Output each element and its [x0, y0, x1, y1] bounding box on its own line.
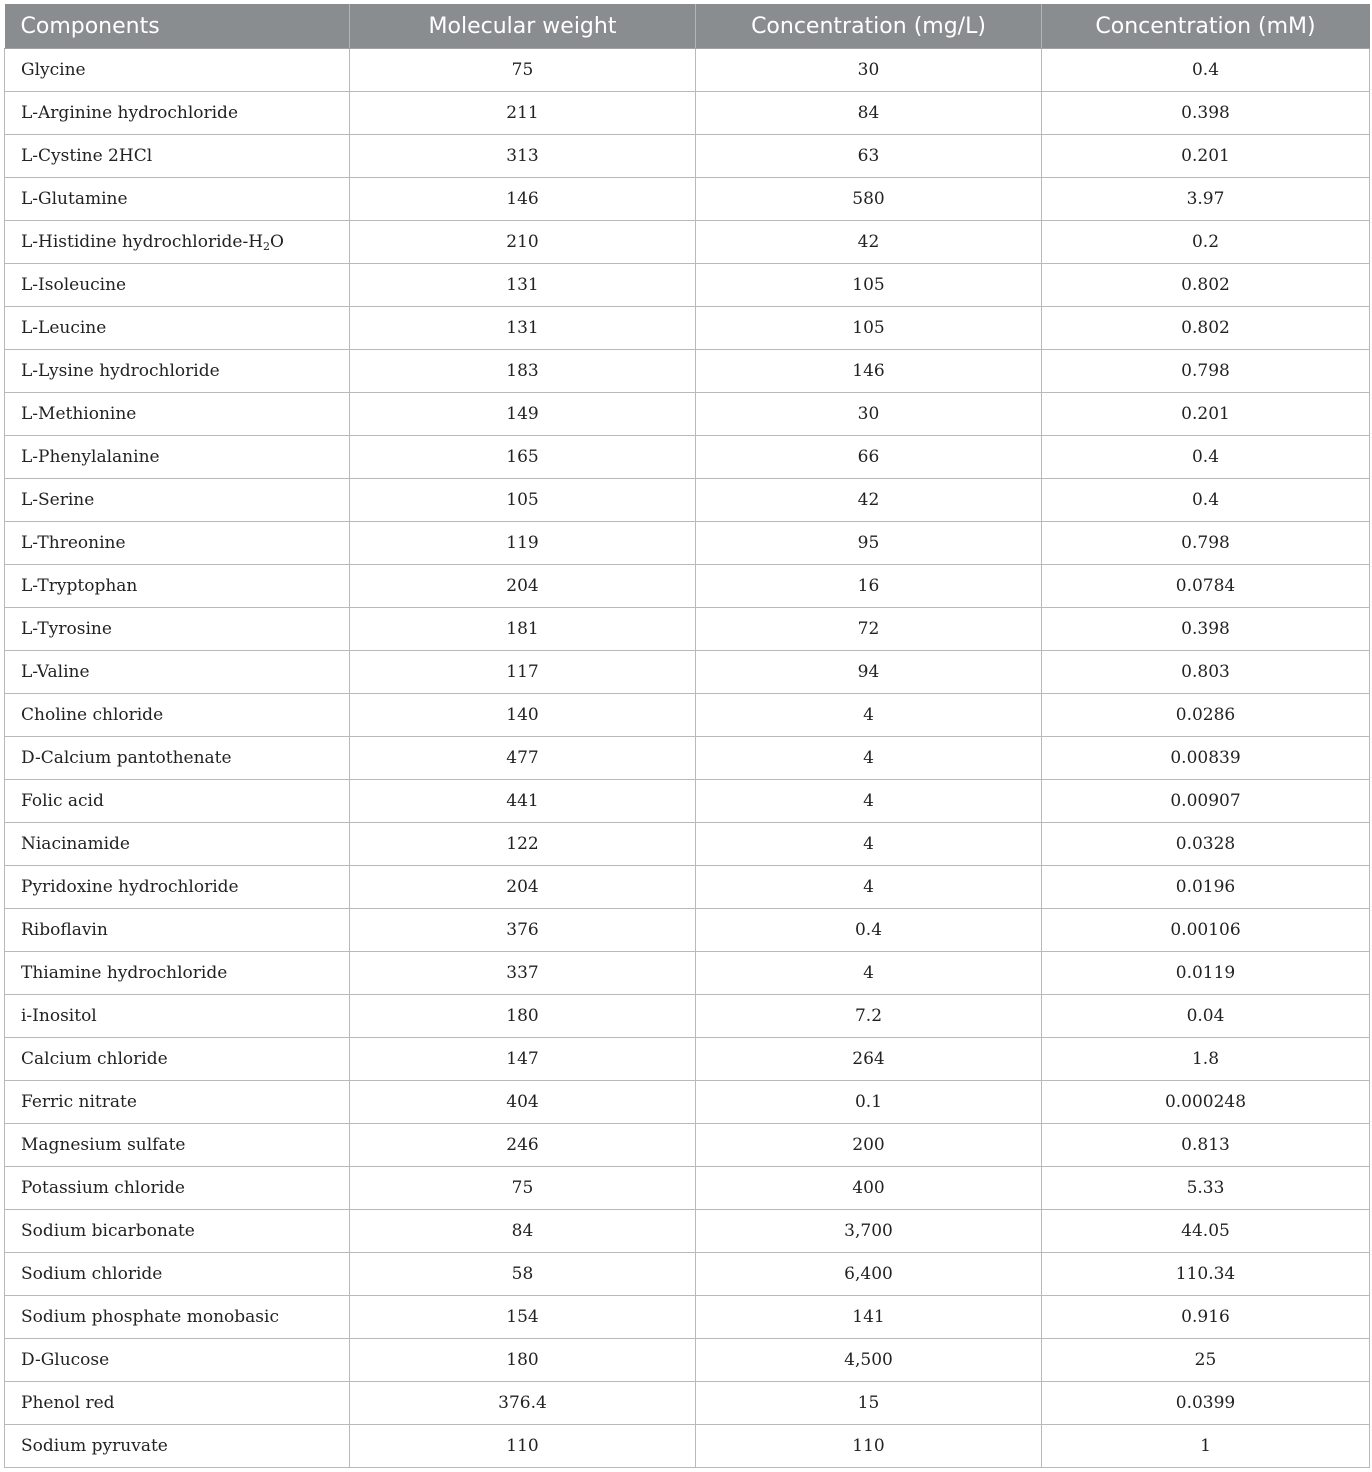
component-name-cell — [5, 608, 350, 651]
molecular-weight-cell: 210 — [350, 221, 696, 264]
table-row — [5, 1081, 1370, 1124]
molecular-weight-cell: 105 — [350, 479, 696, 522]
concentration-mm-cell: 0.00907 — [1042, 780, 1370, 823]
concentration-mm-cell: 0.000248 — [1042, 1081, 1370, 1124]
concentration-mg-l-cell: 15 — [696, 1382, 1042, 1425]
concentration-mm-cell: 0.803 — [1042, 651, 1370, 694]
component-name: Sodium pyruvate — [21, 1436, 168, 1456]
concentration-mg-l-cell: 84 — [696, 92, 1042, 135]
concentration-mg-l-cell: 94 — [696, 651, 1042, 694]
component-name: L-Threonine — [21, 533, 126, 553]
table-row — [5, 393, 1370, 436]
concentration-mm-cell: 0.0399 — [1042, 1382, 1370, 1425]
component-name: Riboflavin — [21, 920, 108, 940]
concentration-mm-cell: 5.33 — [1042, 1167, 1370, 1210]
table-row — [5, 522, 1370, 565]
molecular-weight-cell: 181 — [350, 608, 696, 651]
header-concentration-mm: Concentration (mM) — [1042, 4, 1370, 49]
concentration-mm-cell: 1.8 — [1042, 1038, 1370, 1081]
concentration-mg-l-cell: 30 — [696, 49, 1042, 92]
component-name-cell — [5, 135, 350, 178]
table-row — [5, 135, 1370, 178]
component-name-cell — [5, 737, 350, 780]
component-name: L-Histidine hydrochloride-H — [21, 232, 264, 252]
component-name: Ferric nitrate — [21, 1092, 137, 1112]
concentration-mg-l-cell: 105 — [696, 307, 1042, 350]
concentration-mg-l-cell: 63 — [696, 135, 1042, 178]
molecular-weight-cell: 149 — [350, 393, 696, 436]
component-name: L-Isoleucine — [21, 275, 127, 295]
concentration-mm-cell: 3.97 — [1042, 178, 1370, 221]
molecular-weight-cell: 337 — [350, 952, 696, 995]
component-name: i-Inositol — [21, 1006, 97, 1026]
concentration-mm-cell: 0.0784 — [1042, 565, 1370, 608]
concentration-mm-cell: 0.2 — [1042, 221, 1370, 264]
media-components-table — [4, 4, 1370, 1468]
molecular-weight-cell: 140 — [350, 694, 696, 737]
concentration-mm-cell: 0.802 — [1042, 307, 1370, 350]
header-row — [5, 4, 1370, 49]
molecular-weight-cell: 154 — [350, 1296, 696, 1339]
component-name-cell — [5, 393, 350, 436]
molecular-weight-cell: 75 — [350, 49, 696, 92]
component-name-cell — [5, 1038, 350, 1081]
component-name: L-Tryptophan — [21, 576, 138, 596]
component-name-subscript: 2 — [263, 240, 271, 253]
concentration-mm-cell: 0.00106 — [1042, 909, 1370, 952]
component-name-cell — [5, 1124, 350, 1167]
table-row — [5, 49, 1370, 92]
table-row — [5, 92, 1370, 135]
table-row — [5, 1296, 1370, 1339]
table-row — [5, 608, 1370, 651]
concentration-mm-cell: 0.798 — [1042, 350, 1370, 393]
component-name-cell — [5, 350, 350, 393]
concentration-mm-cell: 44.05 — [1042, 1210, 1370, 1253]
concentration-mm-cell: 0.4 — [1042, 436, 1370, 479]
concentration-mm-cell: 0.0119 — [1042, 952, 1370, 995]
component-name: L-Phenylalanine — [21, 447, 160, 467]
component-name-cell — [5, 1296, 350, 1339]
component-name-cell — [5, 1382, 350, 1425]
component-name-cell — [5, 1339, 350, 1382]
concentration-mg-l-cell: 4 — [696, 780, 1042, 823]
table-row — [5, 1425, 1370, 1468]
table-row — [5, 995, 1370, 1038]
component-name: Thiamine hydrochloride — [21, 963, 228, 983]
table-header — [5, 4, 1370, 49]
component-name: L-Leucine — [21, 318, 107, 338]
component-name-cell — [5, 479, 350, 522]
concentration-mg-l-cell: 0.1 — [696, 1081, 1042, 1124]
concentration-mg-l-cell: 42 — [696, 221, 1042, 264]
component-name-cell — [5, 436, 350, 479]
concentration-mm-cell: 0.00839 — [1042, 737, 1370, 780]
concentration-mg-l-cell: 4 — [696, 866, 1042, 909]
concentration-mm-cell: 110.34 — [1042, 1253, 1370, 1296]
concentration-mg-l-cell: 4 — [696, 737, 1042, 780]
component-name: Niacinamide — [21, 834, 130, 854]
concentration-mg-l-cell: 42 — [696, 479, 1042, 522]
concentration-mg-l-cell: 4 — [696, 952, 1042, 995]
component-name: Glycine — [21, 60, 86, 80]
molecular-weight-cell: 211 — [350, 92, 696, 135]
component-name-cell — [5, 522, 350, 565]
concentration-mg-l-cell: 7.2 — [696, 995, 1042, 1038]
component-name-cell — [5, 264, 350, 307]
component-name: L-Methionine — [21, 404, 137, 424]
concentration-mm-cell: 0.916 — [1042, 1296, 1370, 1339]
concentration-mg-l-cell: 4 — [696, 823, 1042, 866]
table-row — [5, 952, 1370, 995]
table-row — [5, 178, 1370, 221]
molecular-weight-cell: 119 — [350, 522, 696, 565]
concentration-mg-l-cell: 30 — [696, 393, 1042, 436]
concentration-mg-l-cell: 580 — [696, 178, 1042, 221]
molecular-weight-cell: 131 — [350, 264, 696, 307]
concentration-mg-l-cell: 105 — [696, 264, 1042, 307]
molecular-weight-cell: 441 — [350, 780, 696, 823]
table-row — [5, 651, 1370, 694]
header-components: Components — [5, 4, 350, 49]
table-row — [5, 479, 1370, 522]
concentration-mm-cell: 0.802 — [1042, 264, 1370, 307]
concentration-mg-l-cell: 95 — [696, 522, 1042, 565]
header-concentration-mg-l: Concentration (mg/L) — [696, 4, 1042, 49]
component-name: L-Lysine hydrochloride — [21, 361, 220, 381]
component-name-cell — [5, 651, 350, 694]
component-name-cell — [5, 307, 350, 350]
component-name-cell — [5, 952, 350, 995]
component-name: Calcium chloride — [21, 1049, 168, 1069]
concentration-mg-l-cell: 141 — [696, 1296, 1042, 1339]
component-name: Sodium phosphate monobasic — [21, 1307, 279, 1327]
concentration-mg-l-cell: 4,500 — [696, 1339, 1042, 1382]
concentration-mg-l-cell: 72 — [696, 608, 1042, 651]
component-name: Pyridoxine hydrochloride — [21, 877, 239, 897]
concentration-mg-l-cell: 16 — [696, 565, 1042, 608]
concentration-mg-l-cell: 200 — [696, 1124, 1042, 1167]
concentration-mg-l-cell: 146 — [696, 350, 1042, 393]
component-name-cell — [5, 1081, 350, 1124]
table-body — [5, 49, 1370, 1468]
concentration-mg-l-cell: 264 — [696, 1038, 1042, 1081]
concentration-mm-cell: 0.0286 — [1042, 694, 1370, 737]
component-name: Folic acid — [21, 791, 104, 811]
concentration-mm-cell: 0.398 — [1042, 608, 1370, 651]
concentration-mm-cell: 0.201 — [1042, 393, 1370, 436]
table-row — [5, 221, 1370, 264]
table-row — [5, 1339, 1370, 1382]
component-name-cell — [5, 565, 350, 608]
table-row — [5, 1382, 1370, 1425]
component-name: Choline chloride — [21, 705, 164, 725]
concentration-mm-cell: 0.813 — [1042, 1124, 1370, 1167]
concentration-mg-l-cell: 0.4 — [696, 909, 1042, 952]
concentration-mm-cell: 0.798 — [1042, 522, 1370, 565]
component-name: L-Valine — [21, 662, 90, 682]
table-row — [5, 1038, 1370, 1081]
concentration-mm-cell: 25 — [1042, 1339, 1370, 1382]
molecular-weight-cell: 165 — [350, 436, 696, 479]
component-name-cell — [5, 866, 350, 909]
concentration-mg-l-cell: 6,400 — [696, 1253, 1042, 1296]
molecular-weight-cell: 75 — [350, 1167, 696, 1210]
concentration-mm-cell: 0.04 — [1042, 995, 1370, 1038]
molecular-weight-cell: 110 — [350, 1425, 696, 1468]
concentration-mm-cell: 0.4 — [1042, 49, 1370, 92]
component-name-cell — [5, 823, 350, 866]
concentration-mg-l-cell: 110 — [696, 1425, 1042, 1468]
component-name-cell — [5, 909, 350, 952]
table-row — [5, 264, 1370, 307]
component-name: L-Cystine 2HCl — [21, 146, 153, 166]
molecular-weight-cell: 313 — [350, 135, 696, 178]
component-name-cell — [5, 995, 350, 1038]
concentration-mg-l-cell: 66 — [696, 436, 1042, 479]
component-name: Magnesium sulfate — [21, 1135, 186, 1155]
table-row — [5, 866, 1370, 909]
component-name: L-Tyrosine — [21, 619, 112, 639]
component-name: D-Glucose — [21, 1350, 110, 1370]
concentration-mm-cell: 0.4 — [1042, 479, 1370, 522]
component-name-cell — [5, 780, 350, 823]
molecular-weight-cell: 117 — [350, 651, 696, 694]
molecular-weight-cell: 246 — [350, 1124, 696, 1167]
table-row — [5, 1210, 1370, 1253]
table-row — [5, 436, 1370, 479]
component-name-cell — [5, 92, 350, 135]
component-name-cell — [5, 1253, 350, 1296]
component-name: Sodium chloride — [21, 1264, 163, 1284]
component-name: Potassium chloride — [21, 1178, 185, 1198]
molecular-weight-cell: 146 — [350, 178, 696, 221]
table-row — [5, 350, 1370, 393]
molecular-weight-cell: 180 — [350, 995, 696, 1038]
component-name: L-Arginine hydrochloride — [21, 103, 238, 123]
table-row — [5, 565, 1370, 608]
media-components-table-container — [4, 4, 1369, 1468]
concentration-mm-cell: 1 — [1042, 1425, 1370, 1468]
molecular-weight-cell: 404 — [350, 1081, 696, 1124]
component-name-cell — [5, 1167, 350, 1210]
component-name-cell — [5, 178, 350, 221]
molecular-weight-cell: 180 — [350, 1339, 696, 1382]
component-name-cell — [5, 49, 350, 92]
table-row — [5, 823, 1370, 866]
component-name-suffix: O — [270, 232, 284, 252]
concentration-mg-l-cell: 4 — [696, 694, 1042, 737]
table-row — [5, 780, 1370, 823]
table-row — [5, 307, 1370, 350]
molecular-weight-cell: 58 — [350, 1253, 696, 1296]
molecular-weight-cell: 376 — [350, 909, 696, 952]
header-molecular-weight: Molecular weight — [350, 4, 696, 49]
molecular-weight-cell: 204 — [350, 866, 696, 909]
molecular-weight-cell: 376.4 — [350, 1382, 696, 1425]
table-row — [5, 694, 1370, 737]
component-name: Sodium bicarbonate — [21, 1221, 195, 1241]
molecular-weight-cell: 122 — [350, 823, 696, 866]
molecular-weight-cell: 147 — [350, 1038, 696, 1081]
concentration-mg-l-cell: 3,700 — [696, 1210, 1042, 1253]
component-name-cell — [5, 694, 350, 737]
molecular-weight-cell: 204 — [350, 565, 696, 608]
table-row — [5, 737, 1370, 780]
component-name: L-Glutamine — [21, 189, 128, 209]
concentration-mm-cell: 0.398 — [1042, 92, 1370, 135]
component-name: D-Calcium pantothenate — [21, 748, 232, 768]
molecular-weight-cell: 477 — [350, 737, 696, 780]
concentration-mg-l-cell: 400 — [696, 1167, 1042, 1210]
component-name: Phenol red — [21, 1393, 115, 1413]
component-name-cell — [5, 1425, 350, 1468]
component-name: L-Serine — [21, 490, 95, 510]
table-row — [5, 1253, 1370, 1296]
component-name-cell — [5, 221, 350, 264]
table-row — [5, 909, 1370, 952]
component-name-cell — [5, 1210, 350, 1253]
molecular-weight-cell: 183 — [350, 350, 696, 393]
concentration-mm-cell: 0.201 — [1042, 135, 1370, 178]
molecular-weight-cell: 84 — [350, 1210, 696, 1253]
molecular-weight-cell: 131 — [350, 307, 696, 350]
concentration-mm-cell: 0.0328 — [1042, 823, 1370, 866]
table-row — [5, 1167, 1370, 1210]
concentration-mm-cell: 0.0196 — [1042, 866, 1370, 909]
table-row — [5, 1124, 1370, 1167]
